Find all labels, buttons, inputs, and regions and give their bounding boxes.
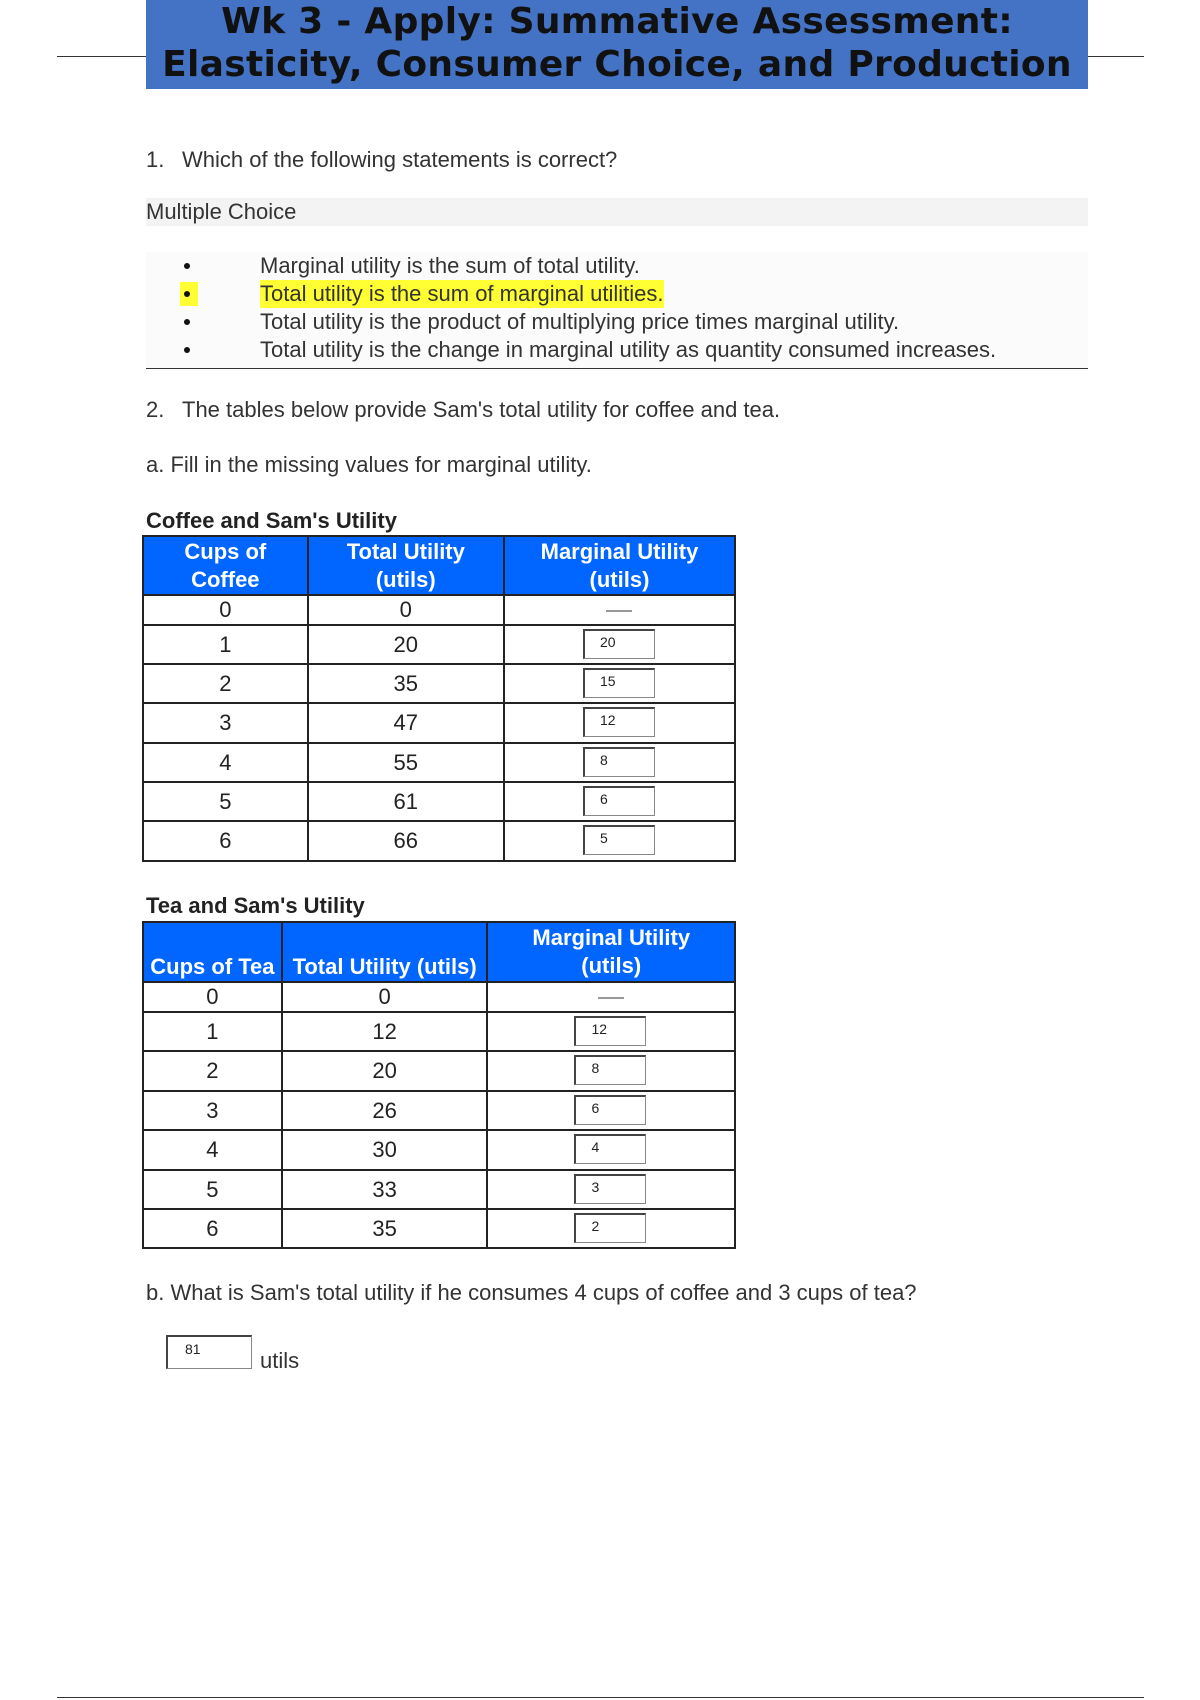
cups-cell: 2 [143, 664, 308, 703]
question-type-label: Multiple Choice [146, 198, 1088, 226]
part-a-text: a. Fill in the missing values for marginal utility. [146, 452, 592, 477]
total-utility-cell: 61 [308, 782, 504, 821]
marginal-utility-cell [487, 1012, 735, 1051]
coffee-table-title: Coffee and Sam's Utility [146, 508, 397, 533]
table-row [143, 782, 735, 821]
table-row [143, 982, 735, 1012]
column-header: Total Utility (utils) [282, 922, 488, 982]
table-row [143, 1091, 735, 1130]
answer-option[interactable] [146, 308, 1088, 336]
cups-cell: 4 [143, 743, 308, 782]
marginal-utility-input[interactable]: 20 [583, 629, 655, 659]
question-text: Which of the following statements is correct? [182, 147, 618, 172]
option-text-highlighted: Total utility is the sum of marginal utilities. [260, 281, 664, 306]
table-row [143, 703, 735, 743]
marginal-utility-cell [504, 743, 735, 782]
cups-cell: 3 [143, 1091, 282, 1130]
dash-mark [606, 610, 632, 612]
column-header: Marginal Utility (utils) [487, 922, 735, 982]
total-utility-cell: 20 [308, 625, 504, 664]
total-utility-cell: 35 [308, 664, 504, 703]
table-row [143, 743, 735, 782]
table-row [143, 1209, 735, 1248]
marginal-utility-cell [487, 1051, 735, 1091]
total-utility-cell: 47 [308, 703, 504, 743]
total-utility-cell: 33 [282, 1170, 488, 1209]
bullet-icon [184, 347, 190, 353]
marginal-utility-input[interactable]: 6 [574, 1095, 646, 1125]
marginal-utility-input[interactable]: 15 [583, 668, 655, 698]
table-row [143, 664, 735, 703]
answer-option[interactable] [146, 336, 1088, 364]
total-utility-cell: 66 [308, 821, 504, 861]
part-b-text: b. What is Sam's total utility if he consumes 4 cups of coffee and 3 cups of tea? [146, 1280, 917, 1305]
total-utility-cell: 26 [282, 1091, 488, 1130]
question-text: The tables below provide Sam's total utility for coffee and tea. [182, 397, 781, 422]
question-1 [146, 147, 617, 173]
option-text: Marginal utility is the sum of total utility. [260, 253, 640, 278]
total-utility-cell: 20 [282, 1051, 488, 1091]
column-header: Cups of Coffee [143, 536, 308, 595]
table-row [143, 1051, 735, 1091]
answer-option-selected[interactable] [146, 280, 1088, 308]
total-utility-cell: 55 [308, 743, 504, 782]
marginal-utility-cell [487, 1170, 735, 1209]
marginal-utility-cell [487, 1209, 735, 1248]
bullet-icon [184, 319, 190, 325]
question-number: 2. [146, 397, 165, 422]
cups-cell: 3 [143, 703, 308, 743]
marginal-utility-cell [504, 664, 735, 703]
marginal-utility-input[interactable]: 5 [583, 825, 655, 855]
total-utility-answer-input[interactable]: 81 [166, 1335, 252, 1369]
table-row [143, 821, 735, 861]
marginal-utility-cell [504, 782, 735, 821]
marginal-utility-input[interactable]: 4 [574, 1134, 646, 1164]
marginal-utility-cell [487, 982, 735, 1012]
cups-cell: 2 [143, 1051, 282, 1091]
marginal-utility-input[interactable]: 12 [583, 707, 655, 737]
cups-cell: 0 [143, 595, 308, 625]
bullet-icon [184, 263, 190, 269]
marginal-utility-input[interactable]: 6 [583, 786, 655, 816]
total-utility-cell: 30 [282, 1130, 488, 1170]
dash-mark [598, 997, 624, 999]
cups-cell: 4 [143, 1130, 282, 1170]
coffee-utility-table [142, 535, 736, 862]
marginal-utility-cell [504, 821, 735, 861]
cups-cell: 5 [143, 782, 308, 821]
marginal-utility-cell [487, 1130, 735, 1170]
bullet-icon [184, 291, 190, 297]
column-header: Cups of Tea [143, 922, 282, 982]
cups-cell: 0 [143, 982, 282, 1012]
title-line-2: Elasticity, Consumer Choice, and Production [162, 44, 1072, 85]
marginal-utility-input[interactable]: 2 [574, 1213, 646, 1243]
cups-cell: 6 [143, 1209, 282, 1248]
answer-units: utils [260, 1348, 300, 1373]
title-line-1: Wk 3 - Apply: Summative Assessment: [221, 1, 1013, 42]
marginal-utility-input[interactable]: 3 [574, 1174, 646, 1204]
total-utility-cell: 0 [308, 595, 504, 625]
table-row [143, 595, 735, 625]
marginal-utility-cell [504, 625, 735, 664]
marginal-utility-cell [504, 703, 735, 743]
marginal-utility-cell [487, 1091, 735, 1130]
marginal-utility-input[interactable]: 12 [574, 1016, 646, 1046]
column-header: Total Utility (utils) [308, 536, 504, 595]
total-utility-cell: 12 [282, 1012, 488, 1051]
total-utility-cell: 35 [282, 1209, 488, 1248]
column-header: Marginal Utility (utils) [504, 536, 735, 595]
answer-option[interactable] [146, 252, 1088, 280]
table-row [143, 1170, 735, 1209]
marginal-utility-input[interactable]: 8 [574, 1055, 646, 1085]
tea-table-title: Tea and Sam's Utility [146, 893, 365, 918]
marginal-utility-input[interactable]: 8 [583, 747, 655, 777]
page-title [146, 0, 1088, 89]
question-2 [146, 397, 780, 423]
tea-utility-table [142, 921, 736, 1249]
cups-cell: 1 [143, 1012, 282, 1051]
footer-rule [57, 1697, 1144, 1698]
option-text: Total utility is the change in marginal utility as quantity consumed increases. [260, 337, 997, 362]
table-row [143, 1130, 735, 1170]
answer-options [146, 252, 1088, 369]
table-row [143, 1012, 735, 1051]
total-utility-cell: 0 [282, 982, 488, 1012]
question-number: 1. [146, 147, 165, 172]
option-text: Total utility is the product of multiplying price times marginal utility. [260, 309, 900, 334]
cups-cell: 1 [143, 625, 308, 664]
marginal-utility-cell [504, 595, 735, 625]
cups-cell: 5 [143, 1170, 282, 1209]
table-row [143, 625, 735, 664]
cups-cell: 6 [143, 821, 308, 861]
